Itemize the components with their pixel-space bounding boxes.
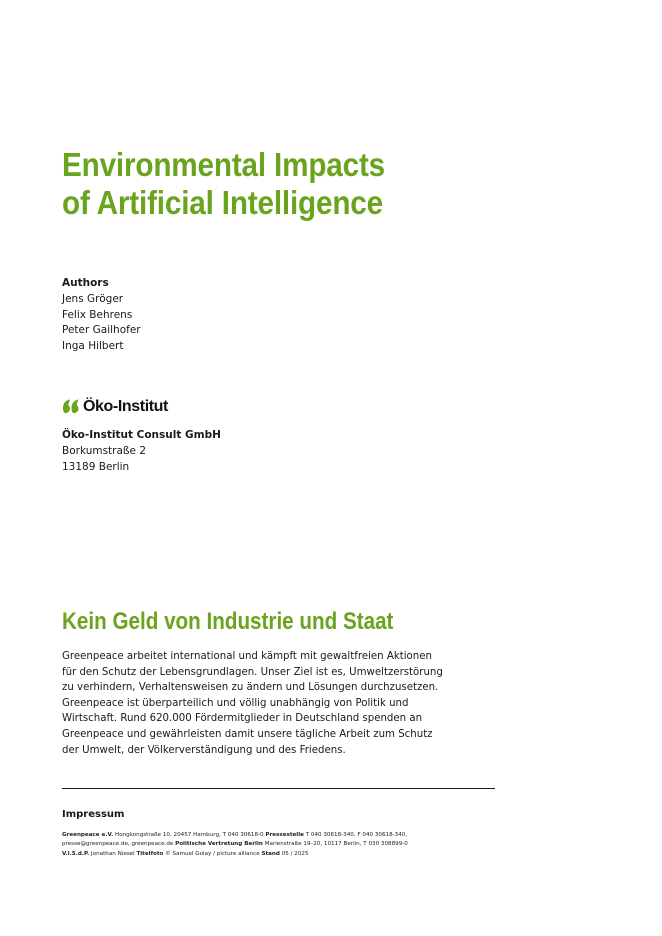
author-name: Felix Behrens	[62, 308, 133, 321]
impressum-value: Marienstraße 19–20, 10117 Berlin, T 030 308899-0	[264, 841, 408, 848]
leaf-quote-icon	[62, 399, 80, 415]
paragraph-line: Greenpeace arbeitet international und kämpft mit gewaltfreien Aktionen	[62, 651, 432, 662]
impressum-value: T 040 30618-340, F 040 30618-340,	[305, 832, 408, 838]
impressum-line	[62, 840, 408, 849]
impressum-label: Titelfoto	[136, 850, 164, 857]
authors-block	[62, 276, 141, 355]
impressum-label: Greenpeace e.V.	[62, 832, 114, 838]
author-name: Inga Hilbert	[62, 340, 124, 353]
impressum-label: Politische Vertretung Berlin	[175, 841, 263, 848]
divider	[62, 788, 495, 789]
impressum-heading: Impressum	[62, 809, 125, 820]
paragraph-line: der Umwelt, der Völkerverständigung und des Friedens.	[62, 744, 346, 756]
paragraph-line: Wirtschaft. Rund 620.000 Fördermitglieder in Deutschland spenden an	[62, 713, 423, 725]
paragraph-line: zu verhindern, Verhaltensweisen zu ändern und Lösungen durchzusetzen.	[62, 682, 439, 694]
title-line-1: Environmental Impacts	[62, 146, 386, 183]
oeko-institut-logo	[62, 398, 168, 416]
paragraph-line: Greenpeace und gewährleisten damit unsere tägliche Arbeit zum Schutz	[62, 728, 433, 740]
impressum-value: © Samuel Golay / picture alliance	[165, 850, 260, 857]
organization-city: 13189 Berlin	[62, 460, 130, 473]
authors-label: Authors	[62, 277, 109, 289]
impressum-value: 05 / 2025	[281, 850, 309, 857]
author-name: Peter Gailhofer	[62, 324, 141, 337]
organization-address	[62, 428, 221, 475]
impressum-label: Stand	[261, 850, 280, 857]
logo-wordmark: Öko-Institut	[83, 398, 168, 415]
impressum-value: Jonathan Niesel	[91, 850, 135, 857]
title-line-2: of Artificial Intelligence	[62, 184, 383, 221]
section-paragraph	[62, 649, 462, 758]
author-name: Jens Gröger	[62, 292, 124, 305]
impressum-label: V.i.S.d.P.	[62, 850, 90, 857]
impressum-label: Pressestelle	[265, 832, 304, 838]
impressum-line	[62, 831, 408, 840]
paragraph-line: Greenpeace ist überparteilich und völlig unabhängig von Politik und	[62, 697, 409, 709]
section-heading: Kein Geld von Industrie und Staat	[62, 608, 394, 635]
paragraph-line: für den Schutz der Lebensgrundlagen. Unser Ziel ist es, Umweltzerstörung	[62, 666, 443, 678]
impressum-value: presse@greenpeace.de, greenpeace.de	[62, 841, 174, 848]
organization-name: Öko-Institut Consult GmbH	[62, 429, 221, 441]
impressum-line	[62, 850, 408, 859]
document-title	[62, 146, 385, 222]
impressum-value: Hongkongstraße 10, 20457 Hamburg, T 040 30618-0	[114, 832, 264, 838]
organization-street: Borkumstraße 2	[62, 444, 147, 457]
impressum-text	[62, 831, 408, 859]
